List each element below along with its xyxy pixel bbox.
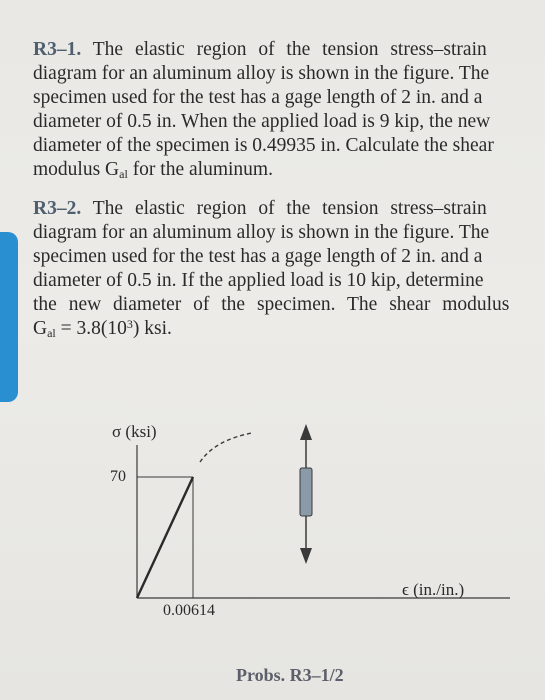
problem-r3-2-line-2: diagram for an aluminum alloy is shown in the figure. The	[33, 222, 490, 243]
problem-r3-2-line-4: diameter of 0.5 in. If the applied load is 10 kip, determine	[33, 270, 484, 291]
problem-r3-2-line-5: the new diameter of the specimen. The shear modulus	[33, 294, 510, 315]
problem-r3-2-line-6: $G_{al} = 3.8(10^3)$ ksi.	[33, 317, 172, 340]
plastic-region-dashed-curve	[200, 433, 252, 462]
figure-caption: Probs. R3–1/2	[236, 665, 344, 685]
problem-r3-1-line-1: R3–1. The elastic region of the tension stress–strain	[33, 39, 487, 60]
problem-r3-1-line-4: diameter of 0.5 in. When the applied load is 9 kip, the new	[33, 111, 491, 132]
tension-specimen-icon	[300, 424, 312, 564]
problem-r3-1-line-3: specimen used for the test has a gage length of 2 in. and a	[33, 87, 483, 108]
problem-r3-1-number: R3–1.	[33, 39, 82, 60]
stress-axis-label: σ (ksi)	[112, 422, 157, 441]
stress-tick-label: 70	[110, 468, 126, 485]
problem-r3-1-line-2: diagram for an aluminum alloy is shown in the figure. The	[33, 63, 490, 84]
problem-r3-2-line-3: specimen used for the test has a gage length of 2 in. and a	[33, 246, 483, 267]
problem-r3-2-line-1: R3–2. The elastic region of the tension stress–strain	[33, 198, 487, 219]
problem-r3-2-number: R3–2.	[33, 198, 82, 219]
problem-r3-1-line-5: diameter of the specimen is 0.49935 in. Calculate the shear	[33, 135, 494, 156]
problem-r3-1-line-6: modulus $G_{al}$ for the aluminum.	[33, 159, 273, 181]
elastic-region-line	[137, 477, 193, 598]
strain-axis-label: ϵ (in./in.)	[402, 580, 465, 599]
strain-tick-label: 0.00614	[163, 602, 215, 619]
